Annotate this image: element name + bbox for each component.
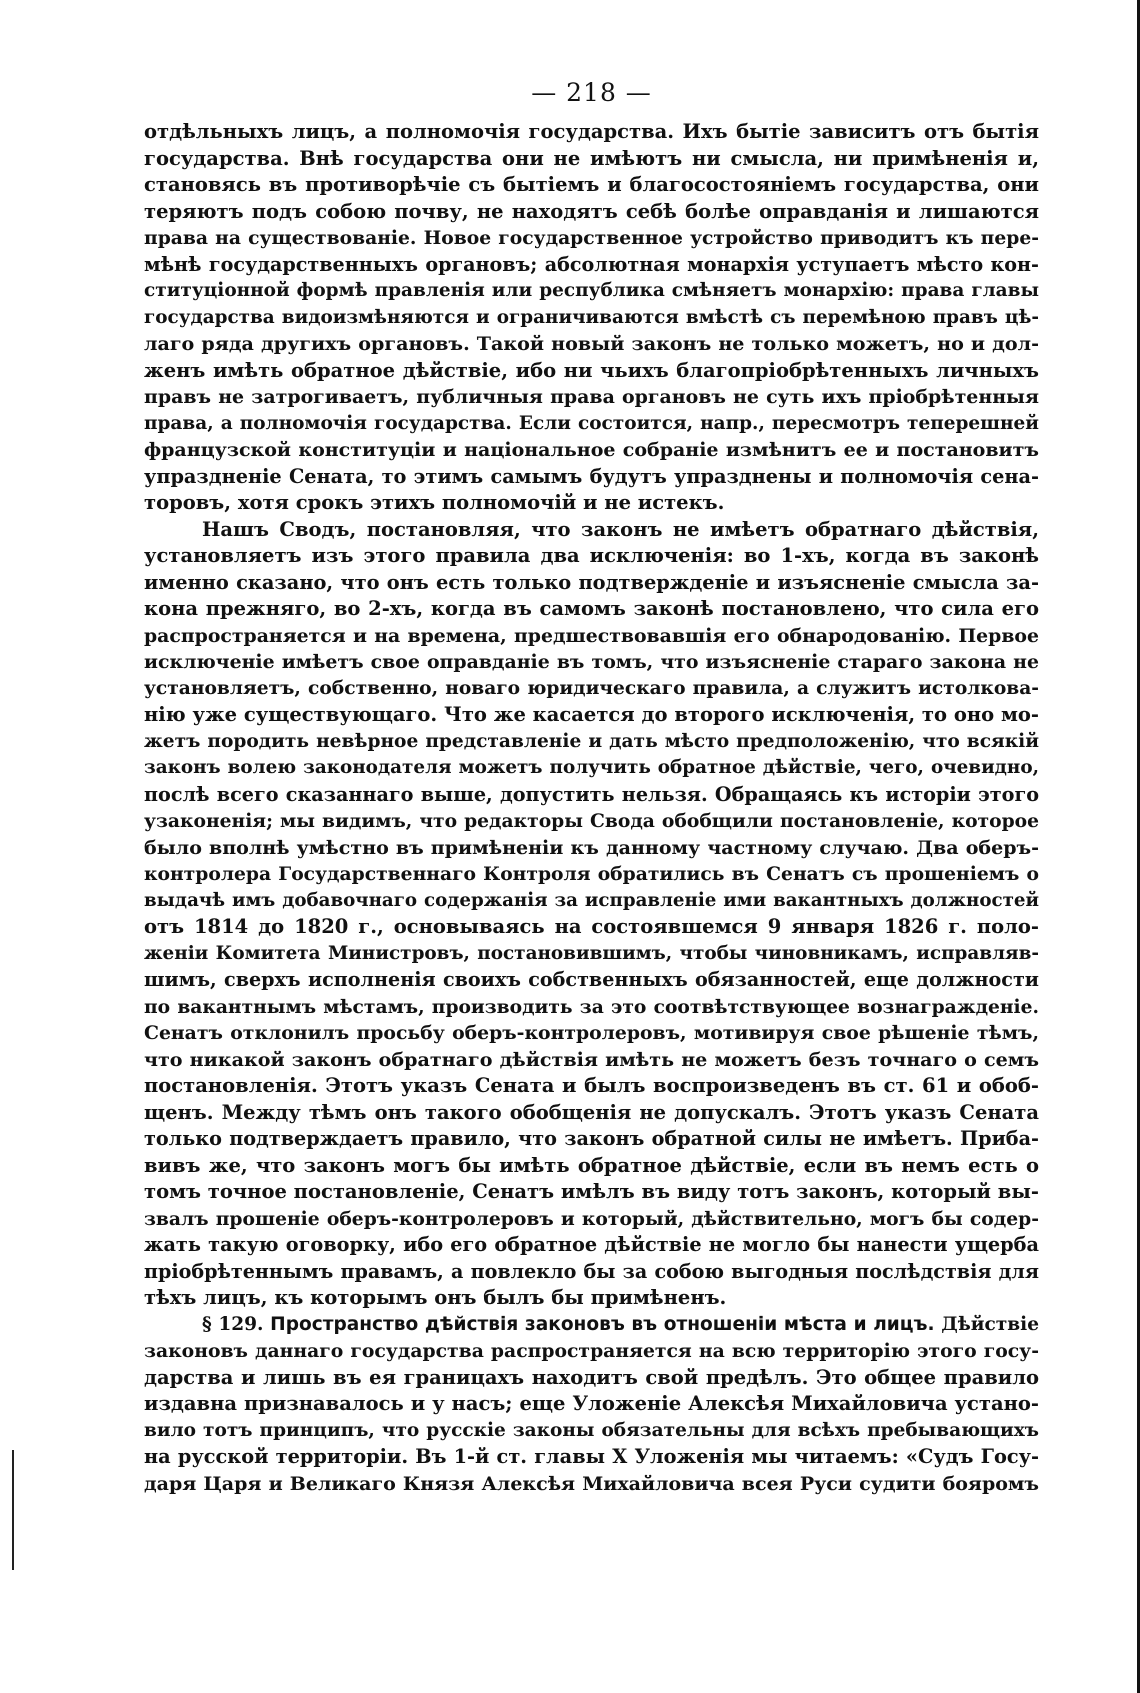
paragraph-1 [144,119,1039,517]
text-line: отъ 1814 до 1820 г., основываясь на состоявшемся 9 января 1826 г. поло- [144,915,1039,938]
text-line: законъ волею законодателя можетъ получить обратное дѣйствіе, чего, очевидно, [144,757,1039,778]
text-line: права на существованіе. Новое государственное устройство приводитъ къ пере- [144,227,1039,249]
paragraph-2 [144,517,1039,1312]
text-line: государства. Внѣ государства они не имѣютъ ни смысла, ни примѣненія и, [144,146,1039,170]
text-line: постановленія. Этотъ указъ Сената и былъ воспроизведенъ въ ст. 61 и обоб- [144,1074,1039,1097]
section-number: § 129. [202,1313,264,1335]
text-line: даря Царя и Великаго Князя Алексѣя Михайловича всея Руси судити бояромъ [144,1472,1039,1495]
text-line: послѣ всего сказаннаго выше, допустить нельзя. Обращаясь къ исторіи этого [144,782,1039,806]
text-line: звалъ прошеніе оберъ-контролеровъ и который, дѣйствительно, могъ бы содер- [144,1207,1039,1230]
text-line: жать такую оговорку, ибо его обратное дѣйствіе не могло бы нанести ущерба [144,1233,1039,1256]
text-line: установляетъ, собственно, новаго юридическаго правила, а служитъ истолкова- [144,677,1039,699]
text-line: торовъ, хотя срокъ этихъ полномочій и не истекъ. [144,491,725,514]
text-line: теряютъ подъ собою почву, не находятъ себѣ болѣе оправданія и лишаются [144,199,1039,223]
text-line: права, а полномочія государства. Если состоится, напр., пересмотръ теперешней [144,412,1039,434]
text-line: томъ точное постановленіе, Сенатъ имѣлъ въ виду тотъ законъ, который вы- [144,1180,1039,1203]
text-line: упраздненіе Сената, то этимъ самымъ будутъ упразднены и полномочія сена- [144,464,1039,488]
text-line: правъ не затрогиваетъ, публичныя права органовъ не суть ихъ пріобрѣтенныя [144,386,1039,408]
text-line: тѣхъ лицъ, къ которымъ онъ былъ бы примѣненъ. [144,1286,727,1309]
section-first-line-rest: Дѣйствіе [941,1313,1040,1335]
text-line: распространяется и на времена, предшествовавшія его обнародованію. Первое [144,624,1039,647]
text-line: женъ имѣть обратное дѣйствіе, ибо ни чьихъ благопріобрѣтенныхъ личныхъ [144,358,1039,382]
text-line: щенъ. Между тѣмъ онъ такого обобщенія не допускалъ. Этотъ указъ Сената [144,1100,1039,1124]
text-line: Нашъ Сводъ, постановляя, что законъ не имѣетъ обратнаго дѣйствія, [202,517,1039,541]
text-line: отдѣльныхъ лицъ, а полномочія государства. Ихъ бытіе зависитъ отъ бытія [144,120,1039,143]
text-line: узаконенія; мы видимъ, что редакторы Свода обобщили постановленіе, которое [144,810,1039,832]
text-line: нію уже существующаго. Что же касается до второго исключенія, то оно мо- [144,703,1039,726]
text-line: лаго ряда другихъ органовъ. Такой новый законъ не только можетъ, но и дол- [144,332,1039,355]
text-line: только подтверждаетъ правило, что законъ обратной силы не имѣетъ. Приба- [144,1127,1039,1150]
text-line: Сенатъ отклонилъ просьбу оберъ-контролеровъ, мотивируя свое рѣшеніе тѣмъ, [144,1022,1039,1044]
text-line: пріобрѣтеннымъ правамъ, а повлекло бы за собою выгодныя послѣдствія для [144,1259,1039,1283]
text-line: было вполнѣ умѣстно въ примѣненіи къ данному частному случаю. Два оберъ- [144,836,1039,859]
text-line: по вакантнымъ мѣстамъ, производить за это соотвѣтствующее вознагражденіе. [144,995,1039,1018]
text-line: ституціонной формѣ правленія или республика смѣняетъ монархію: права главы [144,280,1039,301]
text-line: вивъ же, что законъ могъ бы имѣть обратное дѣйствіе, если въ немъ есть о [144,1153,1039,1177]
text-line: контролера Государственнаго Контроля обратились въ Сенатъ съ прошеніемъ о [144,863,1039,885]
text-line: исключеніе имѣетъ свое оправданіе въ томъ, что изъясненіе стараго закона не [144,651,1039,673]
text-line: французской конституціи и національное собраніе измѣнитъ ее и постановитъ [144,439,1039,461]
section-heading: Пространство дѣйствія законовъ въ отношеніи мѣста и лицъ. [270,1313,935,1335]
document-page [144,78,1039,1497]
text-line: законовъ даннаго государства распространяется на всю территорію этого госу- [144,1340,1039,1362]
text-line: что никакой законъ обратнаго дѣйствія имѣть не можетъ безъ точнаго о семъ [144,1047,1039,1071]
text-line: именно сказано, что онъ есть только подтвержденіе и изъясненіе смысла за- [144,570,1039,594]
page-number: — 218 — [531,78,652,107]
text-line: установляетъ изъ этого правила два исключенія: во 1-хъ, когда въ законѣ [144,544,1039,567]
text-line: кона прежняго, во 2-хъ, когда въ самомъ законѣ постановлено, что сила его [144,597,1039,620]
text-line: становясь въ противорѣчіе съ бытіемъ и благосостояніемъ государства, они [144,173,1039,196]
section-first-line [144,1312,1039,1339]
text-line: на русской территоріи. Въ 1-й ст. главы X Уложенія мы читаемъ: «Судъ Госу- [144,1445,1039,1468]
text-line: шимъ, сверхъ исполненія своихъ собственныхъ обязанностей, еще должности [144,968,1039,991]
text-line: издавна признавалось и у насъ; еще Уложеніе Алексѣя Михайловича устано- [144,1392,1039,1415]
text-line: жетъ породить невѣрное представленіе и дать мѣсто предположенію, что всякій [144,730,1039,752]
text-line: государства видоизмѣняются и ограничиваются вмѣстѣ съ перемѣною правъ цѣ- [144,306,1039,328]
text-line: женіи Комитета Министровъ, постановившимъ, чтобы чиновникамъ, исправляв- [144,942,1039,964]
section-129 [144,1312,1039,1498]
text-line: выдачѣ имъ добавочнаго содержанія за исправленіе ими вакантныхъ должностей [144,889,1039,911]
text-line: вило тотъ принципъ, что русскіе законы обязательны для всѣхъ пребывающихъ [144,1419,1039,1441]
scan-margin-mark [12,1450,14,1570]
text-line: мѣнѣ государственныхъ органовъ; абсолютная монархія уступаетъ мѣсто кон- [144,252,1039,276]
text-line: дарства и лишь въ ея границахъ находитъ свой предѣлъ. Это общее правило [144,1365,1039,1389]
